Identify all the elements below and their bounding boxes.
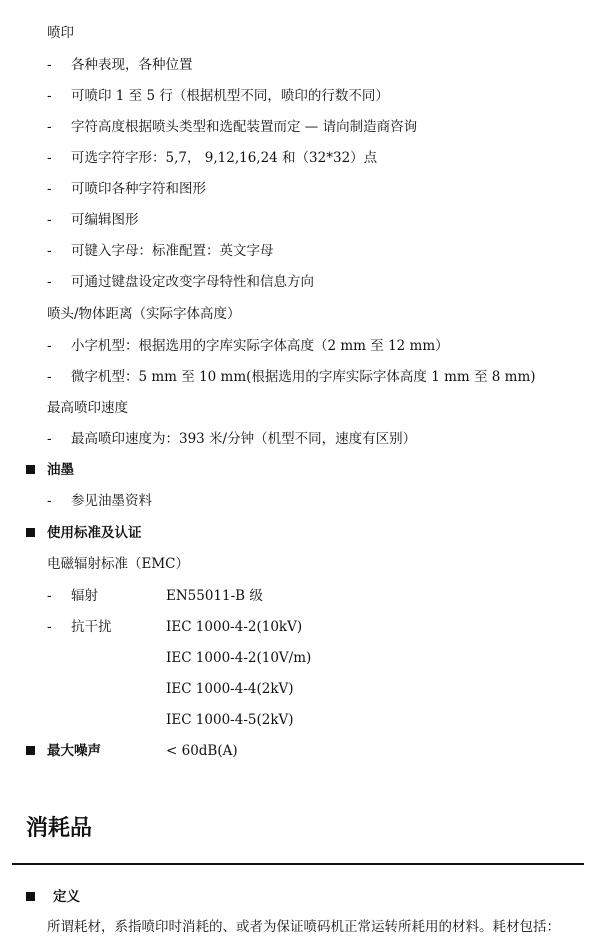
dash-bullet: - [47, 338, 52, 354]
dash-bullet: - [47, 150, 52, 166]
definition-section-heading [26, 888, 80, 906]
speed-item-text: 最高喷印速度为：393 米/分钟（机型不同，速度有区别） [71, 431, 417, 447]
emission-label: 辐射 [71, 588, 98, 604]
emission-value: EN55011-B 级 [166, 588, 263, 604]
print-item-text: 可选字符字形：5,7， 9,12,16,24 和（32*32）点 [71, 150, 378, 166]
dash-bullet: - [47, 369, 52, 385]
dash-bullet: - [47, 493, 52, 509]
dash-bullet: - [47, 243, 52, 259]
noise-value: < 60dB(A) [166, 743, 238, 759]
print-item-text: 字符高度根据喷头类型和选配装置而定 — 请向制造商咨询 [71, 119, 418, 135]
dash-bullet: - [47, 88, 52, 104]
dash-bullet: - [47, 57, 52, 73]
square-bullet-icon [26, 528, 35, 537]
print-item-text: 可编辑图形 [71, 212, 139, 228]
dash-bullet: - [47, 212, 52, 228]
dash-bullet: - [47, 588, 52, 604]
chapter-divider [12, 863, 584, 865]
standards-heading-text: 使用标准及认证 [47, 525, 142, 541]
noise-section-heading [26, 742, 238, 760]
dash-bullet: - [47, 619, 52, 635]
print-item-text: 可键入字母：标准配置：英文字母 [71, 243, 274, 259]
print-heading: 喷印 [47, 25, 74, 41]
immunity-value: IEC 1000-4-2(10V/m) [166, 650, 312, 666]
square-bullet-icon [26, 465, 35, 474]
chapter-title: 消耗品 [26, 816, 93, 841]
immunity-value: IEC 1000-4-2(10kV) [166, 619, 303, 635]
distance-heading: 喷头/物体距离（实际字体高度） [47, 306, 241, 322]
immunity-label: 抗干扰 [71, 619, 112, 635]
standards-section-heading [26, 524, 142, 542]
dash-bullet: - [47, 119, 52, 135]
dash-bullet: - [47, 431, 52, 447]
print-item-text: 可通过键盘设定改变字母特性和信息方向 [71, 274, 314, 290]
immunity-value: IEC 1000-4-4(2kV) [166, 681, 294, 697]
ink-section-heading [26, 461, 74, 479]
definition-heading-text: 定义 [53, 889, 80, 905]
speed-heading: 最高喷印速度 [47, 400, 128, 416]
immunity-value: IEC 1000-4-5(2kV) [166, 712, 294, 728]
dash-bullet: - [47, 181, 52, 197]
square-bullet-icon [26, 892, 35, 901]
print-item-text: 可喷印 1 至 5 行（根据机型不同，喷印的行数不同） [71, 88, 389, 104]
distance-item-text: 小字机型：根据选用的字库实际字体高度（2 mm 至 12 mm） [71, 338, 449, 354]
square-bullet-icon [26, 746, 35, 755]
ink-item-text: 参见油墨资料 [71, 493, 152, 509]
dash-bullet: - [47, 274, 52, 290]
print-item-text: 各种表现，各种位置 [71, 57, 193, 73]
distance-item-text: 微字机型：5 mm 至 10 mm(根据选用的字库实际字体高度 1 mm 至 8 mm) [71, 369, 536, 385]
noise-heading-text: 最大噪声 [47, 743, 101, 759]
definition-text: 所谓耗材，系指喷印时消耗的、或者为保证喷码机正常运转所耗用的材料。耗材包括： [47, 919, 560, 935]
emc-heading: 电磁辐射标准（EMC） [47, 556, 190, 572]
ink-heading-text: 油墨 [47, 462, 74, 478]
print-item-text: 可喷印各种字符和图形 [71, 181, 206, 197]
